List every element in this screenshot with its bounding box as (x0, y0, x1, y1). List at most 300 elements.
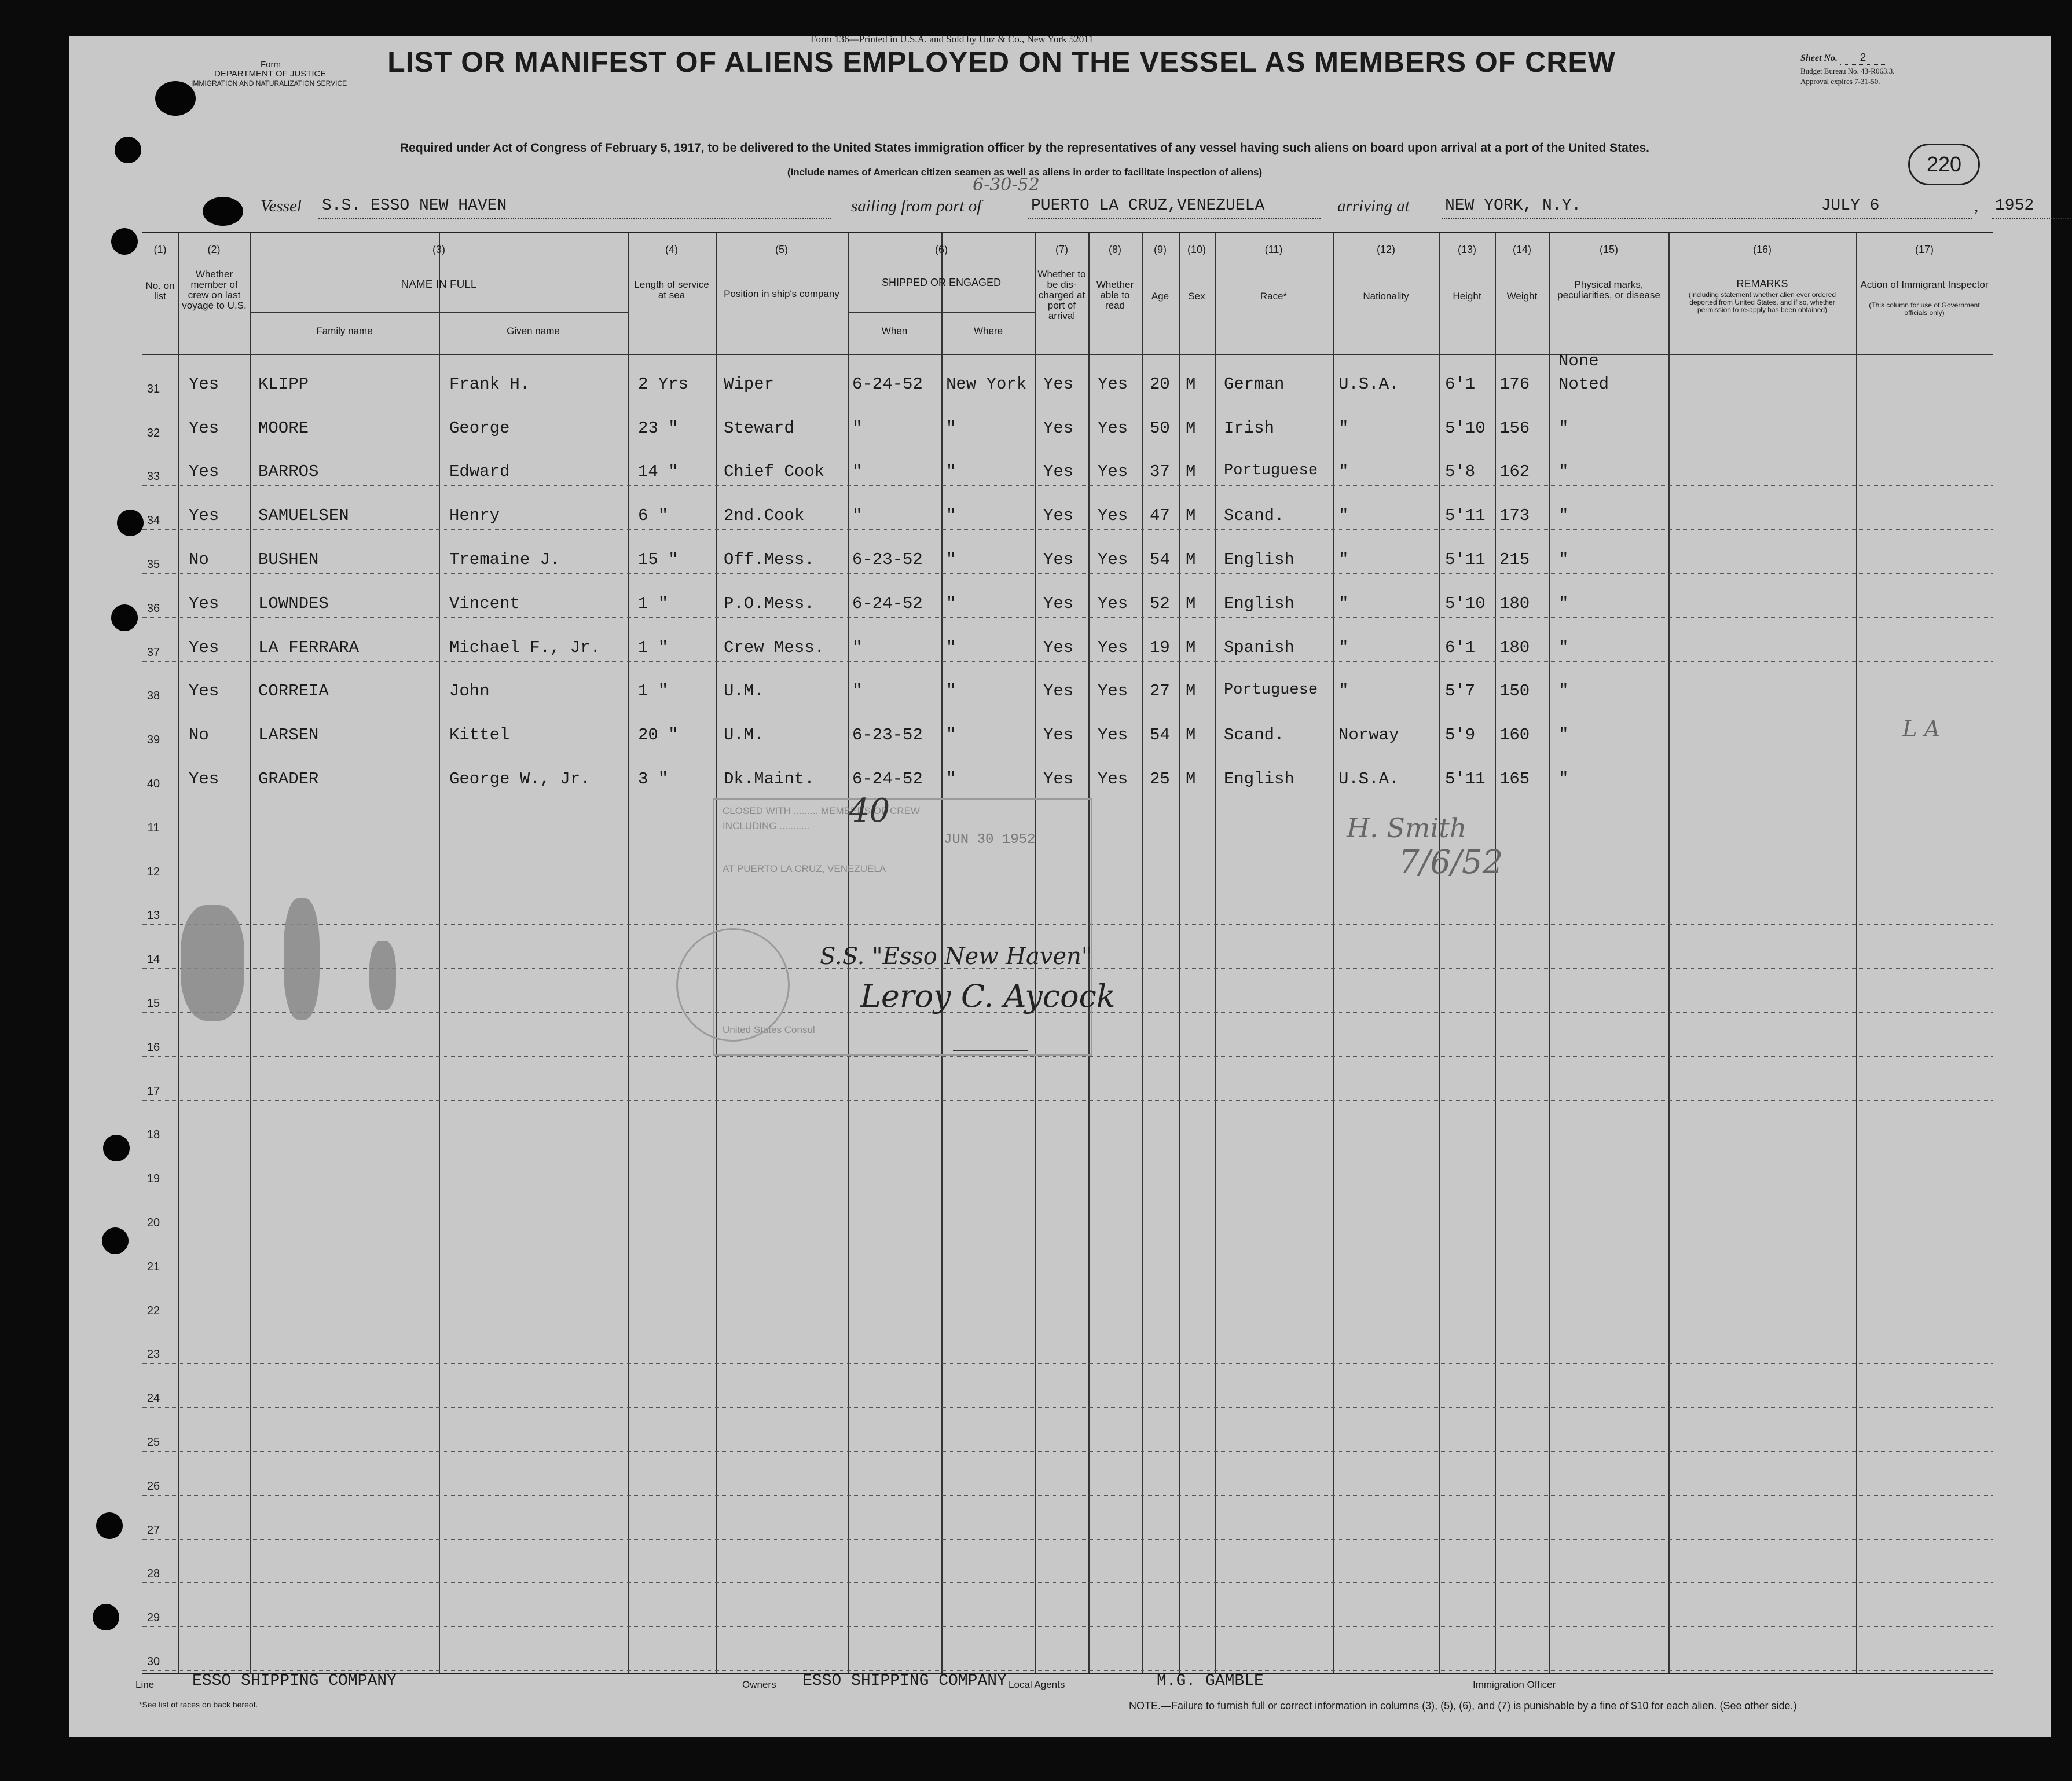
cell-family: KLIPP (258, 374, 309, 394)
cell-given: Henry (449, 506, 500, 526)
cell-disch: Yes (1043, 374, 1074, 394)
sheet-number: 2 (1840, 52, 1886, 65)
cell-height: 5'9 (1445, 725, 1476, 745)
line-number: 29 (146, 1611, 160, 1625)
row-rule (142, 1495, 1993, 1496)
cell-read: Yes (1098, 725, 1128, 745)
punch-hole (115, 137, 141, 163)
cell-height: 5'7 (1445, 681, 1476, 701)
cell-read: Yes (1098, 550, 1128, 569)
col-head-position: Position in ship's company (724, 288, 839, 299)
cell-race: Portuguese (1224, 462, 1318, 480)
line-number: 33 (146, 470, 160, 483)
line-number: 22 (146, 1304, 160, 1317)
punch-hole (111, 228, 138, 255)
cell-nat: " (1338, 506, 1349, 526)
cell-race: Scand. (1224, 725, 1285, 745)
cell-where: " (946, 681, 956, 701)
line-number: 34 (146, 514, 160, 527)
cell-position: U.M. (724, 681, 764, 701)
cell-position: Chief Cook (724, 462, 825, 482)
cell-disch: Yes (1043, 593, 1074, 613)
cell-read: Yes (1098, 593, 1128, 613)
cell-race: English (1224, 550, 1294, 569)
col-num: (8) (1109, 244, 1121, 255)
cell-read: Yes (1098, 374, 1128, 394)
cell-nat: Norway (1338, 725, 1399, 745)
cell-prev: Yes (189, 462, 219, 482)
cell-disch: Yes (1043, 418, 1074, 438)
cell-read: Yes (1098, 462, 1128, 482)
stamp-date: JUN 30 1952 (944, 832, 1036, 848)
col-num: (16) (1752, 244, 1772, 255)
col-head-action-note: (This column for use of Government officials only) (1869, 301, 1980, 317)
line-number: 20 (146, 1216, 160, 1229)
col-head-service: Length of service at sea (634, 279, 709, 301)
cell-service: 1 " (638, 593, 669, 613)
col-num: (4) (665, 244, 678, 255)
cell-marks: " (1558, 725, 1569, 745)
col-head-race: Race* (1260, 291, 1288, 302)
col-head-weight: Weight (1506, 291, 1538, 302)
ink-smudge (181, 905, 244, 1021)
inspection-date: 7/6/52 (1399, 844, 1503, 881)
row-rule (142, 529, 1993, 530)
cell-read: Yes (1098, 506, 1128, 526)
cell-disch: Yes (1043, 462, 1074, 482)
col-num: (5) (775, 244, 788, 255)
col-num: (9) (1154, 244, 1167, 255)
cell-position: Dk.Maint. (724, 769, 815, 789)
cell-position: Steward (724, 418, 794, 438)
cell-marks-line2: Noted (1558, 374, 1609, 394)
cell-age: 54 (1150, 550, 1170, 569)
line-number: 15 (146, 997, 160, 1010)
cell-given: George (449, 418, 510, 438)
cell-given: Michael F., Jr. (449, 637, 601, 657)
cell-prev: Yes (189, 637, 219, 657)
line-number: 37 (146, 646, 160, 659)
cell-marks: " (1558, 637, 1569, 657)
row-rule (142, 1056, 1993, 1057)
cell-service: 1 " (638, 637, 669, 657)
cell-family: GRADER (258, 769, 319, 789)
cell-race: English (1224, 593, 1294, 613)
cell-prev: Yes (189, 769, 219, 789)
signature-underline (953, 1050, 1028, 1051)
cell-disch: Yes (1043, 637, 1074, 657)
cell-height: 5'11 (1445, 769, 1486, 789)
cell-height: 5'11 (1445, 506, 1486, 526)
inspector-initials: L A (1902, 716, 1940, 742)
line-number: 40 (146, 778, 160, 790)
stamp-number: 220 (1908, 144, 1980, 185)
cell-given: Vincent (449, 593, 520, 613)
cell-position: Wiper (724, 374, 775, 394)
department-block (168, 60, 347, 88)
line-number: 19 (146, 1172, 160, 1186)
cell-age: 54 (1150, 725, 1170, 745)
cell-family: BUSHEN (258, 550, 319, 569)
cell-height: 6'1 (1445, 637, 1476, 657)
row-rule (142, 485, 1993, 486)
line-number: 28 (146, 1567, 160, 1581)
cell-position: 2nd.Cook (724, 506, 805, 526)
col-head-remarks-note: (Including statement whether alien ever ordered deported from United States, and if so, whether permission to re-apply has been obtained) (1688, 291, 1836, 314)
cell-sex: M (1186, 681, 1196, 701)
col-head-remarks: REMARKS (1736, 278, 1788, 289)
col-head-read: Whether able to read (1096, 279, 1134, 311)
col-num: (11) (1264, 244, 1283, 255)
cell-age: 20 (1150, 374, 1170, 394)
cell-when: " (852, 681, 863, 701)
cell-when: 6-23-52 (852, 550, 923, 569)
cell-height: 5'10 (1445, 418, 1486, 438)
cell-service: 15 " (638, 550, 679, 569)
cell-given: Tremaine J. (449, 550, 560, 569)
cell-age: 19 (1150, 637, 1170, 657)
arriving-label: arriving at (1337, 197, 1410, 215)
inspector-signature: H. Smith (1347, 812, 1467, 844)
include-statement: (Include names of American citizen seamen as well as aliens in order to facilitate inspection of aliens) (787, 167, 1263, 178)
cell-height: 5'11 (1445, 550, 1486, 569)
cell-weight: 173 (1499, 506, 1530, 526)
row-rule (142, 1670, 1993, 1671)
cell-position: Crew Mess. (724, 637, 825, 657)
cell-race: Irish (1224, 418, 1275, 438)
line-number: 32 (146, 426, 160, 439)
cell-weight: 150 (1499, 681, 1530, 701)
ink-smudge (369, 941, 396, 1010)
line-number: 11 (147, 821, 160, 834)
cell-when: " (852, 418, 863, 438)
col-head-age: Age (1151, 291, 1169, 302)
cell-service: 3 " (638, 769, 669, 789)
cell-prev: No (189, 550, 209, 569)
cell-family: SAMUELSEN (258, 506, 349, 526)
sheet-label: Sheet No. (1800, 53, 1838, 63)
cell-sex: M (1186, 462, 1196, 482)
cell-prev: Yes (189, 506, 219, 526)
cell-family: LA FERRARA (258, 637, 360, 657)
col-head-when: When (881, 325, 908, 336)
closing-stamp: CLOSED WITH ......... MEMBERS OF CREW INCLUDING ........... AT PUERTO LA CRUZ, VENEZUELA United States Consul (713, 798, 1092, 1056)
ship-name-handwritten: S.S. "Esso New Haven" (820, 943, 1092, 970)
form-number: Form 136—Printed in U.S.A. and Sold by Unz & Co., New York 52011 (811, 34, 1094, 45)
row-rule (142, 573, 1993, 574)
col-head-name: NAME IN FULL (401, 278, 477, 291)
cell-position: Off.Mess. (724, 550, 815, 569)
cell-family: MOORE (258, 418, 309, 438)
col-num: (12) (1376, 244, 1395, 255)
cell-where: " (946, 593, 956, 613)
punch-hole (111, 604, 138, 631)
cell-sex: M (1186, 506, 1196, 526)
col-num: (15) (1599, 244, 1618, 255)
cell-sex: M (1186, 550, 1196, 569)
line-number: 16 (146, 1040, 160, 1054)
line-value: ESSO SHIPPING COMPANY (192, 1672, 397, 1690)
punch-hole (96, 1512, 123, 1539)
cell-age: 47 (1150, 506, 1170, 526)
cell-sex: M (1186, 637, 1196, 657)
cell-height: 5'8 (1445, 462, 1476, 482)
cell-age: 50 (1150, 418, 1170, 438)
cell-nat: " (1338, 462, 1349, 482)
cell-prev: Yes (189, 593, 219, 613)
cell-sex: M (1186, 374, 1196, 394)
cell-where: " (946, 725, 956, 745)
line-number: 21 (146, 1260, 160, 1273)
line-number: 13 (146, 909, 160, 922)
cell-disch: Yes (1043, 506, 1074, 526)
line-number: 25 (146, 1436, 160, 1449)
cell-race: German (1224, 374, 1285, 394)
ink-smudge (284, 898, 320, 1020)
cell-service: 23 " (638, 418, 679, 438)
cell-position: U.M. (724, 725, 764, 745)
col-head-height: Height (1453, 291, 1481, 302)
cell-prev: Yes (189, 374, 219, 394)
form-label: Form (261, 60, 281, 69)
punch-hole (93, 1604, 119, 1630)
department-name: DEPARTMENT OF JUSTICE (214, 69, 327, 79)
cell-disch: Yes (1043, 681, 1074, 701)
cell-read: Yes (1098, 418, 1128, 438)
col-num: (6) (935, 244, 948, 255)
arrival-date: JULY 6 (1725, 197, 1972, 219)
agents-value: M.G. GAMBLE (1157, 1672, 1264, 1690)
cell-race: Spanish (1224, 637, 1294, 657)
cell-age: 27 (1150, 681, 1170, 701)
line-number: 12 (146, 865, 160, 878)
agents-label: Local Agents (1009, 1679, 1065, 1690)
cell-age: 25 (1150, 769, 1170, 789)
cell-where: " (946, 506, 956, 526)
col-head-shipped: SHIPPED OR ENGAGED (881, 277, 1002, 288)
line-number: 38 (146, 690, 160, 703)
cell-nat: " (1338, 418, 1349, 438)
sailing-label: sailing from port of (851, 197, 982, 215)
row-rule (142, 1539, 1993, 1540)
line-number: 23 (146, 1348, 160, 1361)
cell-nat: " (1338, 550, 1349, 569)
cell-family: BARROS (258, 462, 319, 482)
col-num: (17) (1915, 244, 1934, 255)
cell-prev: Yes (189, 418, 219, 438)
punch-hole (103, 1135, 130, 1161)
port-to: NEW YORK, N.Y. (1442, 197, 1723, 219)
col-head-family: Family name (316, 325, 373, 336)
cell-age: 52 (1150, 593, 1170, 613)
page-title: LIST OR MANIFEST OF ALIENS EMPLOYED ON THE VESSEL AS MEMBERS OF CREW (387, 46, 1616, 78)
cell-family: LOWNDES (258, 593, 329, 613)
crew-table (142, 232, 1993, 1674)
cell-race: English (1224, 769, 1294, 789)
cell-age: 37 (1150, 462, 1170, 482)
cell-where: " (946, 418, 956, 438)
cell-weight: 215 (1499, 550, 1530, 569)
cell-when: 6-23-52 (852, 725, 923, 745)
line-number: 27 (146, 1523, 160, 1537)
cell-disch: Yes (1043, 725, 1074, 745)
cell-service: 14 " (638, 462, 679, 482)
cell-disch: Yes (1043, 550, 1074, 569)
cell-nat: " (1338, 681, 1349, 701)
cell-when: " (852, 462, 863, 482)
line-number: 14 (146, 953, 160, 966)
vessel-name: S.S. ESSO NEW HAVEN (318, 197, 831, 219)
col-head-discharge: Whether to be dis- charged at port of arrival (1037, 269, 1086, 321)
cell-read: Yes (1098, 681, 1128, 701)
line-number: 30 (146, 1655, 160, 1668)
row-rule (142, 1451, 1993, 1452)
col-head-action: Action of Immigrant Inspector (1860, 279, 1989, 290)
punch-hole (102, 1227, 129, 1254)
cell-when: 6-24-52 (852, 593, 923, 613)
cell-weight: 165 (1499, 769, 1530, 789)
cell-marks: " (1558, 418, 1569, 438)
consular-seal (676, 928, 790, 1042)
punch-hole (203, 197, 243, 226)
cell-weight: 162 (1499, 462, 1530, 482)
master-signature: Leroy C. Aycock (860, 978, 1116, 1014)
owners-label: Owners (742, 1679, 776, 1690)
cell-weight: 180 (1499, 593, 1530, 613)
row-rule (142, 1100, 1993, 1101)
cell-marks: " (1558, 593, 1569, 613)
budget-number: Budget Bureau No. 43-R063.3. (1800, 67, 1895, 75)
cell-prev: Yes (189, 681, 219, 701)
line-number: 18 (146, 1128, 160, 1142)
cell-height: 5'10 (1445, 593, 1486, 613)
col-head-prev-voyage: Whether member of crew on last voyage to U.S. (182, 269, 247, 311)
col-head-sex: Sex (1188, 291, 1205, 302)
line-number: 26 (146, 1479, 160, 1493)
row-rule (142, 1407, 1993, 1408)
cell-sex: M (1186, 769, 1196, 789)
col-num: (3) (432, 244, 445, 255)
col-head-nationality: Nationality (1363, 291, 1409, 302)
cell-given: Edward (449, 462, 510, 482)
col-num: (13) (1457, 244, 1476, 255)
cell-given: John (449, 681, 490, 701)
cell-nat: " (1338, 593, 1349, 613)
cell-service: 20 " (638, 725, 679, 745)
row-rule (142, 661, 1993, 662)
cell-marks: " (1558, 769, 1569, 789)
row-rule (142, 1582, 1993, 1583)
cell-where: " (946, 550, 956, 569)
line-number: 24 (146, 1392, 160, 1405)
cell-read: Yes (1098, 637, 1128, 657)
cell-where: " (946, 462, 956, 482)
cell-sex: M (1186, 593, 1196, 613)
arrival-year: 1952 (1992, 197, 2072, 219)
cell-race: Portuguese (1224, 681, 1318, 699)
cell-where: New York (946, 374, 1027, 394)
col-head-where: Where (973, 325, 1003, 336)
col-num: (1) (153, 244, 167, 255)
cell-where: " (946, 769, 956, 789)
cell-service: 2 Yrs (638, 374, 689, 394)
line-number: 39 (146, 734, 160, 747)
col-num: (14) (1512, 244, 1531, 255)
cell-disch: Yes (1043, 769, 1074, 789)
cell-weight: 160 (1499, 725, 1530, 745)
col-head-no: No. on list (145, 280, 175, 302)
handwritten-sailing-date: 6-30-52 (973, 175, 1040, 195)
fine-note: NOTE.—Failure to furnish full or correct information in columns (3), (5), (6), and (7) is punishable by a fine of $10 for each alien. (See other side.) (1129, 1700, 1797, 1712)
approval-expiry: Approval expires 7-31-50. (1800, 77, 1880, 86)
cell-given: Frank H. (449, 374, 530, 394)
cell-marks-line1: None (1558, 351, 1599, 371)
cell-when: " (852, 637, 863, 657)
crew-count-handwritten: 40 (849, 792, 890, 830)
officer-label: Immigration Officer (1473, 1679, 1556, 1690)
vessel-label: Vessel (261, 197, 302, 215)
col-num: (10) (1187, 244, 1206, 255)
cell-race: Scand. (1224, 506, 1285, 526)
cell-marks: " (1558, 506, 1569, 526)
cell-weight: 156 (1499, 418, 1530, 438)
cell-height: 6'1 (1445, 374, 1476, 394)
col-num: (7) (1055, 244, 1068, 255)
cell-sex: M (1186, 418, 1196, 438)
cell-marks: " (1558, 462, 1569, 482)
cell-family: LARSEN (258, 725, 319, 745)
cell-marks: " (1558, 550, 1569, 569)
cell-nat: U.S.A. (1338, 769, 1399, 789)
cell-when: 6-24-52 (852, 374, 923, 394)
col-head-marks: Physical marks, peculiarities, or disease (1557, 279, 1660, 301)
cell-given: Kittel (449, 725, 510, 745)
cell-weight: 176 (1499, 374, 1530, 394)
row-rule (142, 1626, 1993, 1627)
footnote: *See list of races on back hereof. (139, 1700, 258, 1709)
line-number: 17 (146, 1084, 160, 1098)
cell-service: 1 " (638, 681, 669, 701)
cell-when: " (852, 506, 863, 526)
cell-given: George W., Jr. (449, 769, 591, 789)
required-statement: Required under Act of Congress of February 5, 1917, to be delivered to the United States immigration officer by the representatives of any vessel having such aliens on board upon arrival at a port of the United States. (399, 141, 1650, 155)
owners-value: ESSO SHIPPING COMPANY (802, 1672, 1007, 1690)
cell-sex: M (1186, 725, 1196, 745)
row-rule (142, 617, 1993, 618)
cell-prev: No (189, 725, 209, 745)
cell-when: 6-24-52 (852, 769, 923, 789)
line-number: 36 (146, 602, 160, 615)
cell-family: CORREIA (258, 681, 329, 701)
col-head-given: Given name (507, 325, 560, 336)
service-name: IMMIGRATION AND NATURALIZATION SERVICE (191, 79, 347, 87)
line-number: 35 (146, 558, 160, 571)
sheet-number-block (1800, 52, 1894, 86)
cell-nat: U.S.A. (1338, 374, 1399, 394)
port-from: PUERTO LA CRUZ,VENEZUELA (1028, 197, 1321, 219)
cell-where: " (946, 637, 956, 657)
cell-read: Yes (1098, 769, 1128, 789)
col-num: (2) (207, 244, 221, 255)
cell-position: P.O.Mess. (724, 593, 815, 613)
line-number: 31 (146, 382, 160, 395)
cell-marks: " (1558, 681, 1569, 701)
line-label: Line (135, 1679, 155, 1690)
cell-service: 6 " (638, 506, 669, 526)
cell-weight: 180 (1499, 637, 1530, 657)
row-rule (142, 1363, 1993, 1364)
cell-nat: " (1338, 637, 1349, 657)
